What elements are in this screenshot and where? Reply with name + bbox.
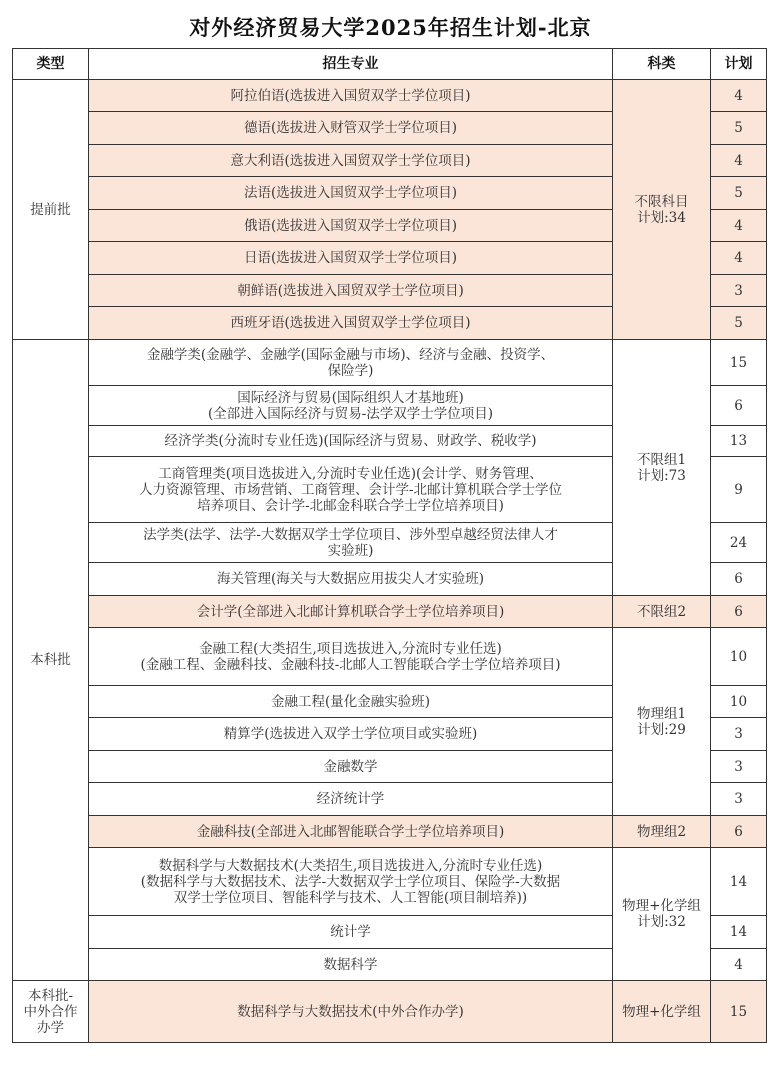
subject-cell: 不限科目 计划:34 [613, 80, 711, 340]
major-cell: 金融工程(量化金融实验班) [89, 686, 613, 718]
table-row [13, 628, 767, 686]
major-cell: 朝鲜语(选拔进入国贸双学士学位项目) [89, 275, 613, 307]
type-cell: 提前批 [13, 80, 89, 340]
subject-cell: 物理+化学组 [613, 981, 711, 1043]
subject-cell: 物理组2 [613, 816, 711, 848]
major-cell: 海关管理(海关与大数据应用拔尖人才实验班) [89, 563, 613, 596]
subject-cell: 物理+化学组 计划:32 [613, 848, 711, 981]
type-cell: 本科批 [13, 340, 89, 981]
header-plan: 计划 [711, 49, 767, 80]
plan-cell: 5 [711, 112, 767, 145]
plan-cell: 6 [711, 816, 767, 848]
major-cell: 经济学类(分流时专业任选)(国际经济与贸易、财政学、税收学) [89, 426, 613, 457]
plan-cell: 6 [711, 563, 767, 596]
major-cell: 法语(选拔进入国贸双学士学位项目) [89, 177, 613, 210]
plan-cell: 4 [711, 949, 767, 981]
plan-cell: 24 [711, 523, 767, 563]
major-cell: 金融科技(全部进入北邮智能联合学士学位培养项目) [89, 816, 613, 848]
plan-cell: 13 [711, 426, 767, 457]
major-cell: 经济统计学 [89, 783, 613, 816]
major-cell: 金融工程(大类招生,项目选拔进入,分流时专业任选) (金融工程、金融科技、金融科技-北邮人工智能联合学士学位培养项目) [89, 628, 613, 686]
plan-cell: 3 [711, 275, 767, 307]
major-cell: 金融学类(金融学、金融学(国际金融与市场)、经济与金融、投资学、 保险学) [89, 340, 613, 386]
header-major: 招生专业 [89, 49, 613, 80]
plan-cell: 14 [711, 848, 767, 916]
plan-cell: 4 [711, 145, 767, 177]
plan-cell: 5 [711, 307, 767, 340]
admissions-table [12, 48, 767, 1043]
plan-cell: 15 [711, 981, 767, 1043]
subject-cell: 不限组1 计划:73 [613, 340, 711, 596]
major-cell: 国际经济与贸易(国际组织人才基地班) (全部进入国际经济与贸易-法学双学士学位项目) [89, 386, 613, 426]
plan-cell: 6 [711, 596, 767, 628]
major-cell: 数据科学 [89, 949, 613, 981]
major-cell: 法学类(法学、法学-大数据双学士学位项目、涉外型卓越经贸法律人才 实验班) [89, 523, 613, 563]
header-subject: 科类 [613, 49, 711, 80]
plan-cell: 10 [711, 686, 767, 718]
plan-cell: 6 [711, 386, 767, 426]
major-cell: 俄语(选拔进入国贸双学士学位项目) [89, 210, 613, 242]
major-cell: 西班牙语(选拔进入国贸双学士学位项目) [89, 307, 613, 340]
major-cell: 数据科学与大数据技术(中外合作办学) [89, 981, 613, 1043]
table-row [13, 340, 767, 386]
plan-cell: 3 [711, 718, 767, 751]
plan-cell: 5 [711, 177, 767, 210]
table-row [13, 848, 767, 916]
page-title: 对外经济贸易大学2025年招生计划-北京 [189, 15, 592, 40]
plan-cell: 9 [711, 457, 767, 523]
major-cell: 金融数学 [89, 751, 613, 783]
table-row [13, 981, 767, 1043]
header-type: 类型 [13, 49, 89, 80]
major-cell: 精算学(选拔进入双学士学位项目或实验班) [89, 718, 613, 751]
plan-cell: 14 [711, 916, 767, 949]
major-cell: 数据科学与大数据技术(大类招生,项目选拔进入,分流时专业任选) (数据科学与大数据技术、法学-大数据双学士学位项目、保险学-大数据 双学士学位项目、智能科学与技术、人工智能(项目制培养)) [89, 848, 613, 916]
plan-cell: 4 [711, 210, 767, 242]
subject-cell: 物理组1 计划:29 [613, 628, 711, 816]
plan-cell: 3 [711, 751, 767, 783]
major-cell: 阿拉伯语(选拔进入国贸双学士学位项目) [89, 80, 613, 112]
table-header-row [13, 49, 767, 80]
table-row [13, 80, 767, 112]
major-cell: 工商管理类(项目选拔进入,分流时专业任选)(会计学、财务管理、 人力资源管理、市场营销、工商管理、会计学-北邮计算机联合学士学位 培养项目、会计学-北邮金科联合学士学位培养项目) [89, 457, 613, 523]
major-cell: 德语(选拔进入财管双学士学位项目) [89, 112, 613, 145]
plan-cell: 4 [711, 80, 767, 112]
plan-cell: 4 [711, 242, 767, 275]
subject-cell: 不限组2 [613, 596, 711, 628]
table-row [13, 596, 767, 628]
plan-cell: 15 [711, 340, 767, 386]
major-cell: 会计学(全部进入北邮计算机联合学士学位培养项目) [89, 596, 613, 628]
table-row [13, 816, 767, 848]
major-cell: 统计学 [89, 916, 613, 949]
type-cell: 本科批- 中外合作 办学 [13, 981, 89, 1043]
major-cell: 意大利语(选拔进入国贸双学士学位项目) [89, 145, 613, 177]
major-cell: 日语(选拔进入国贸双学士学位项目) [89, 242, 613, 275]
plan-cell: 10 [711, 628, 767, 686]
plan-cell: 3 [711, 783, 767, 816]
